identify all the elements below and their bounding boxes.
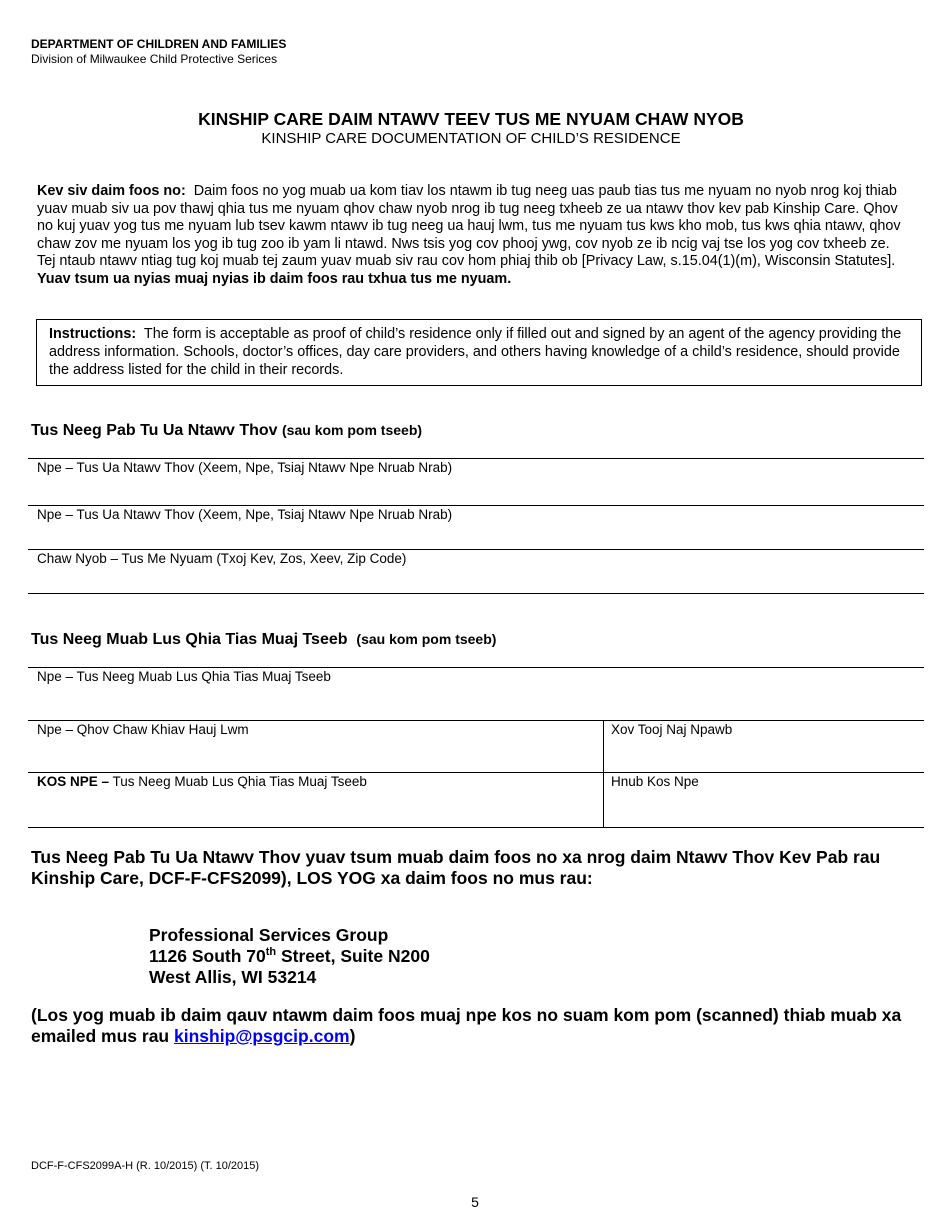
address-line-2-post: Street, Suite N200: [276, 946, 430, 966]
instructions-lead: Instructions:: [49, 326, 137, 342]
applicant-section-heading: [31, 422, 422, 440]
field-divider: [28, 667, 924, 668]
usage-notice-body: Daim foos no yog muab ua kom tiav los ntawm ib tug neeg uas paub tias tus me nyuam no nyob nrog koj thiab yuav muab siv ua pov thawj qhia tus me nyuam qhov chaw nyob nrog ib tug neeg txheeb ze ua ntawv thov kev pab Kinship Care. Qhov no kuj yuav yog tus me nyuam lub tsev kawm ntawv ib tug neeg ua hauj lwm, tus me nyuam tus kws kho mob, tus kws qhia ntawv, qhov chaw zov me nyuam los yog ib tug zoo ib yam li ntawd. Nws tsis yog cov phooj ywg, cov nyob ze ib ncig vaj tse los yog cov txheeb ze. Tej ntaub ntawv ntiag tug koj muab tej zaum yuav muab siv rau cov hom phiaj thib ob [Privacy Law, s.15.04(1)(m), Wisconsin Statutes].: [37, 183, 901, 270]
verifier-section-heading: [31, 631, 496, 649]
mailing-address: [149, 925, 430, 988]
verifier-heading-note: (sau kom pom tseeb): [356, 631, 497, 647]
field-divider: [28, 458, 924, 459]
child-address-field[interactable]: Chaw Nyob – Tus Me Nyuam (Txoj Kev, Zos, Xeev, Zip Code): [37, 551, 407, 566]
phone-number-field[interactable]: Xov Tooj Naj Npawb: [611, 722, 733, 737]
applicant-name-field-1[interactable]: Npe – Tus Ua Ntawv Thov (Xeem, Npe, Tsiaj Ntawv Npe Nruab Nrab): [37, 460, 453, 475]
scan-email-instructions: [31, 1005, 943, 1047]
applicant-heading-note: (sau kom pom tseeb): [282, 422, 423, 438]
agency-name-field[interactable]: Npe – Qhov Chaw Khiav Hauj Lwm: [37, 722, 249, 737]
usage-notice-lead: Kev siv daim foos no:: [37, 183, 186, 199]
usage-notice-closing: Yuav tsum ua nyias muaj nyias ib daim foos rau txhua tus me nyuam.: [37, 270, 512, 287]
form-number: DCF-F-CFS2099A-H (R. 10/2015) (T. 10/2015): [31, 1160, 260, 1172]
verifier-heading-text: Tus Neeg Muab Lus Qhia Tias Muaj Tseeb: [31, 631, 348, 648]
verifier-name-field[interactable]: Npe – Tus Neeg Muab Lus Qhia Tias Muaj Tseeb: [37, 669, 331, 684]
instructions-box: [36, 319, 922, 386]
page-subtitle: KINSHIP CARE DOCUMENTATION OF CHILD’S RESIDENCE: [261, 130, 681, 147]
signature-date-field[interactable]: Hnub Kos Npe: [611, 774, 699, 789]
page-title: KINSHIP CARE DAIM NTAWV TEEV TUS ME NYUAM CHAW NYOB: [198, 109, 744, 129]
address-line-2-sup: th: [265, 946, 277, 959]
applicant-heading-text: Tus Neeg Pab Tu Ua Ntawv Thov: [31, 422, 278, 439]
division-name: Division of Milwaukee Child Protective Serices: [31, 52, 278, 66]
department-name: DEPARTMENT OF CHILDREN AND FAMILIES: [31, 37, 287, 51]
signature-label: Tus Neeg Muab Lus Qhia Tias Muaj Tseeb: [112, 774, 367, 789]
field-divider: [28, 772, 924, 773]
email-link[interactable]: kinship@psgcip.com: [174, 1026, 350, 1046]
applicant-name-field-2[interactable]: Npe – Tus Ua Ntawv Thov (Xeem, Npe, Tsiaj Ntawv Npe Nruab Nrab): [37, 507, 453, 522]
scan-text: (Los yog muab ib daim qauv ntawm daim foos muaj npe kos no suam kom pom (scanned) thiab muab xa emailed mus rau: [31, 1005, 902, 1046]
address-line-2: [149, 946, 430, 967]
submission-heading: Tus Neeg Pab Tu Ua Ntawv Thov yuav tsum muab daim foos no xa nrog daim Ntawv Thov Kev Pab rau Kinship Care, DCF-F-CFS2099), LOS YOG xa daim foos no mus rau:: [31, 847, 881, 888]
scan-close: ): [349, 1026, 356, 1046]
column-divider: [603, 720, 604, 827]
field-divider: [28, 505, 924, 506]
signature-lead: KOS NPE –: [37, 774, 110, 789]
field-divider: [28, 827, 924, 828]
usage-notice: [37, 183, 907, 289]
signature-field[interactable]: [37, 774, 367, 789]
field-divider: [28, 593, 924, 594]
address-line-2-pre: 1126 South 70: [149, 946, 266, 966]
address-line-3: West Allis, WI 53214: [149, 967, 317, 987]
instructions-body: The form is acceptable as proof of child’s residence only if filled out and signed by an agent of the agency providing the address information. Schools, doctor’s offices, day care providers, and others having knowledge of a child’s residence, should provide the address listed for the child in their records.: [49, 326, 902, 378]
field-divider: [28, 549, 924, 550]
field-divider: [28, 720, 924, 721]
page-number: 5: [471, 1194, 479, 1210]
address-line-1: Professional Services Group: [149, 925, 389, 945]
